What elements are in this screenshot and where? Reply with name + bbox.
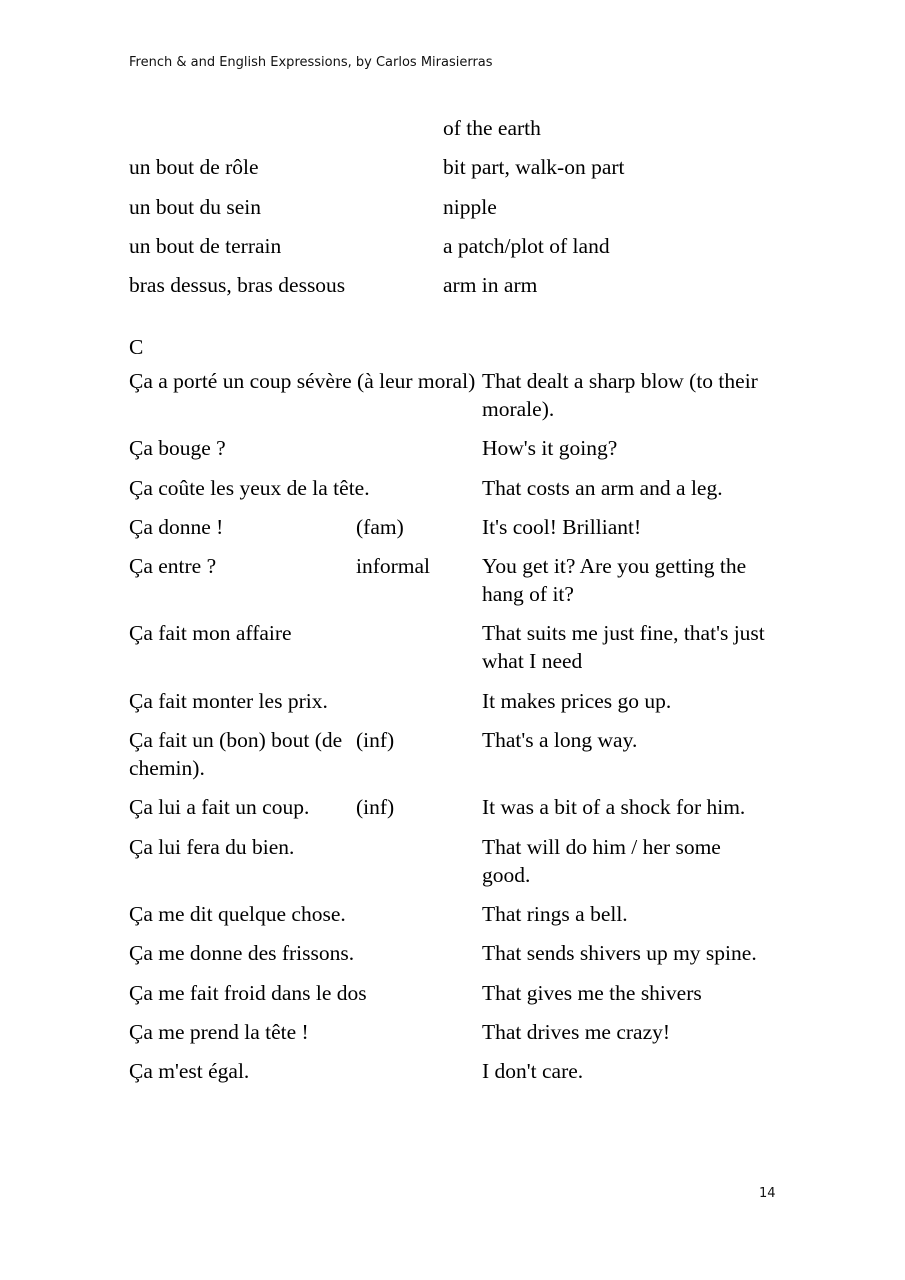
english-translation: That costs an arm and a leg. bbox=[482, 475, 723, 500]
register-note: (inf) bbox=[356, 795, 395, 820]
french-expression: Ça lui fera du bien. bbox=[129, 834, 295, 859]
register-note: informal bbox=[356, 554, 431, 579]
french-expression: Ça me dit quelque chose. bbox=[129, 901, 346, 926]
register-note: (fam) bbox=[356, 514, 404, 539]
register-note bbox=[356, 900, 482, 928]
table-row bbox=[129, 1057, 789, 1085]
french-expression: Ça donne ! bbox=[129, 514, 224, 539]
english-translation: of the earth bbox=[443, 116, 541, 140]
table-row bbox=[129, 474, 789, 502]
register-note bbox=[356, 939, 482, 967]
register-note bbox=[356, 434, 482, 462]
table-row bbox=[129, 939, 789, 967]
page-number: 14 bbox=[759, 1186, 776, 1201]
table-row bbox=[129, 1018, 789, 1046]
french-expression: Ça a porté un coup sévère (à leur moral) bbox=[129, 369, 476, 393]
french-expression: Ça lui a fait un coup. bbox=[129, 795, 310, 820]
register-note: (inf) bbox=[356, 728, 395, 753]
continuation-table bbox=[129, 114, 789, 310]
register-note bbox=[356, 833, 482, 889]
table-row bbox=[129, 367, 789, 423]
register-note bbox=[356, 1057, 482, 1085]
english-translation: It was a bit of a shock for him. bbox=[482, 795, 746, 820]
french-expression: Ça fait mon affaire bbox=[129, 621, 292, 646]
table-row bbox=[129, 153, 789, 192]
table-row bbox=[129, 726, 789, 782]
english-translation: That's a long way. bbox=[482, 728, 638, 753]
table-row bbox=[129, 833, 789, 889]
french-expression: bras dessus, bras dessous bbox=[129, 273, 346, 298]
expressions-table bbox=[129, 367, 789, 1096]
french-expression: Ça bouge ? bbox=[129, 436, 226, 461]
english-translation: arm in arm bbox=[443, 273, 538, 298]
table-row bbox=[129, 513, 789, 541]
table-row bbox=[129, 114, 789, 153]
page-header: French & and English Expressions, by Carlos Mirasierras bbox=[129, 55, 493, 70]
english-translation: That suits me just fine, that's just what I need bbox=[482, 621, 765, 674]
english-translation: That will do him / her some good. bbox=[482, 834, 721, 887]
french-expression: Ça coûte les yeux de la tête. bbox=[129, 475, 370, 500]
french-expression: Ça fait monter les prix. bbox=[129, 688, 328, 713]
section-letter: C bbox=[129, 335, 144, 359]
french-expression: un bout du sein bbox=[129, 194, 261, 219]
table-row bbox=[129, 687, 789, 715]
english-translation: That drives me crazy! bbox=[482, 1019, 671, 1044]
register-note bbox=[356, 1018, 482, 1046]
table-row bbox=[129, 979, 789, 1007]
english-translation: a patch/plot of land bbox=[443, 233, 610, 258]
french-expression: un bout de rôle bbox=[129, 155, 259, 180]
table-row bbox=[129, 900, 789, 928]
english-translation: That rings a bell. bbox=[482, 901, 628, 926]
table-row bbox=[129, 619, 789, 675]
french-expression: Ça fait un (bon) bout (de chemin). bbox=[129, 728, 343, 781]
english-translation: It makes prices go up. bbox=[482, 688, 672, 713]
french-expression: Ça entre ? bbox=[129, 554, 217, 579]
table-row bbox=[129, 434, 789, 462]
table-row bbox=[129, 793, 789, 821]
table-row bbox=[129, 193, 789, 232]
french-expression: Ça m'est égal. bbox=[129, 1059, 250, 1084]
table-row bbox=[129, 271, 789, 310]
english-translation: That gives me the shivers bbox=[482, 980, 702, 1005]
english-translation: It's cool! Brilliant! bbox=[482, 514, 642, 539]
french-expression: Ça me prend la tête ! bbox=[129, 1019, 309, 1044]
french-expression: Ça me fait froid dans le dos bbox=[129, 980, 367, 1005]
english-translation: nipple bbox=[443, 194, 497, 219]
english-translation: bit part, walk-on part bbox=[443, 155, 625, 180]
english-translation: I don't care. bbox=[482, 1059, 584, 1084]
register-note bbox=[356, 619, 482, 675]
table-row bbox=[129, 232, 789, 271]
french-expression: un bout de terrain bbox=[129, 233, 282, 258]
english-translation: How's it going? bbox=[482, 436, 618, 461]
english-translation: You get it? Are you getting the hang of it? bbox=[482, 554, 747, 607]
table-row bbox=[129, 552, 789, 608]
french-expression: Ça me donne des frissons. bbox=[129, 941, 355, 966]
english-translation: That dealt a sharp blow (to their morale). bbox=[482, 369, 758, 421]
english-translation: That sends shivers up my spine. bbox=[482, 941, 757, 966]
